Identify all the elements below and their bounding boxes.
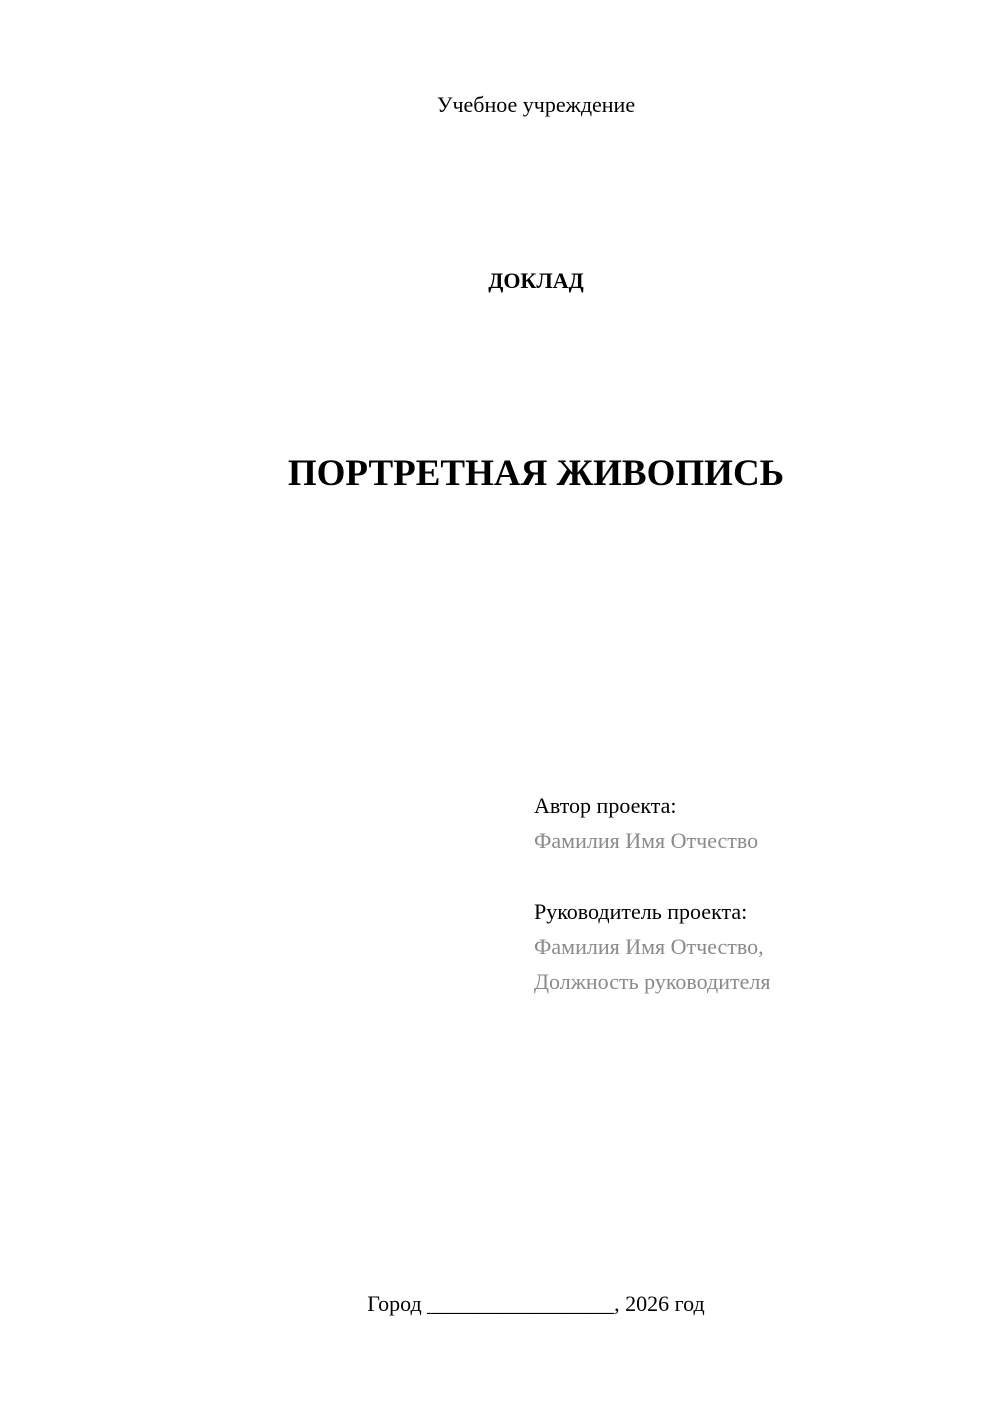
city-blank: _________________	[427, 1291, 615, 1316]
year-text: , 2026 год	[614, 1291, 705, 1316]
author-name: Фамилия Имя Отчество	[534, 828, 759, 853]
spacer	[534, 858, 974, 894]
institution-name: Учебное учреждение	[436, 92, 636, 117]
supervisor-name: Фамилия Имя Отчество,	[534, 934, 764, 959]
city-year-line	[0, 1290, 1000, 1318]
supervisor-label: Руководитель проекта:	[534, 899, 748, 924]
document-title: ПОРТРЕТНАЯ ЖИВОПИСЬ	[287, 453, 785, 494]
author-label: Автор проекта:	[534, 793, 677, 818]
document-type: ДОКЛАД	[488, 268, 584, 293]
supervisor-position: Должность руководителя	[534, 969, 771, 994]
city-label: Город	[367, 1291, 422, 1316]
project-info-block	[534, 788, 974, 999]
